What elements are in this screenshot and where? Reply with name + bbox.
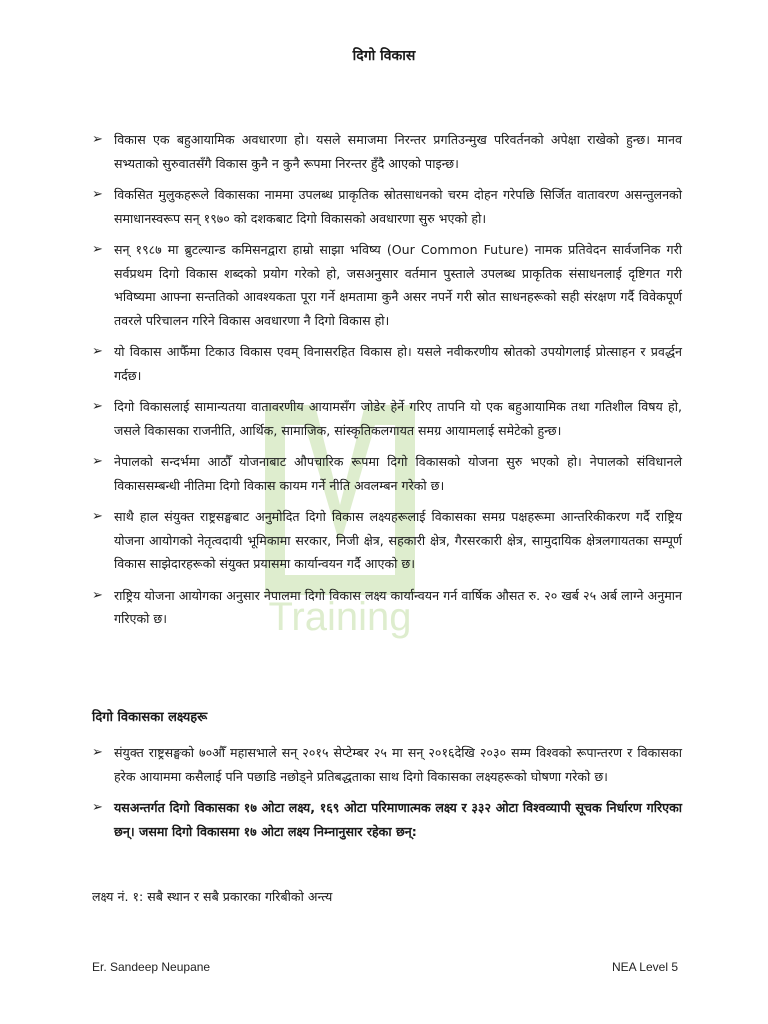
list-item-text: विकास एक बहुआयामिक अवधारणा हो। यसले समाजमा निरन्तर प्रगतिउन्मुख परिवर्तनको अपेक्षा राखेको हुन्छ। मानव सभ्यताको सुरुवातसँगै विकास कुनै न कुनै रूपमा निरन्तर हुँदै आएको पाइन्छ। [114, 132, 682, 171]
arrow-bullet-icon: ➢ [92, 242, 103, 257]
arrow-bullet-icon: ➢ [92, 745, 103, 760]
arrow-bullet-icon: ➢ [92, 454, 103, 469]
list-item-text: संयुक्त राष्ट्रसङ्घको ७०औँ महासभाले सन् २०१५ सेप्टेम्बर २५ मा सन् २०१६देखि २०३० सम्म विश्वको रूपान्तरण र विकासका हरेक आयाममा कसैलाई पनि पछाडि नछोड्ने प्रतिबद्धताका साथ दिगो विकासका लक्ष्यहरूको घोषणा गरेको छ। [114, 745, 682, 784]
list-item [92, 395, 682, 442]
page-title: दिगो विकास [352, 48, 416, 64]
footer-level: NEA Level 5 [611, 960, 678, 974]
arrow-bullet-icon: ➢ [92, 344, 103, 359]
list-item-text: राष्ट्रिय योजना आयोगका अनुसार नेपालमा दिगो विकास लक्ष्य कार्यान्वयन गर्न वार्षिक औसत रु. २० खर्ब २५ अर्ब लाग्ने अनुमान गरिएको छ। [114, 587, 682, 626]
goals-bullet-list [92, 741, 682, 851]
arrow-bullet-icon: ➢ [92, 800, 103, 815]
intro-bullet-list [92, 128, 682, 639]
list-item [92, 505, 682, 576]
watermark-text: Training [268, 595, 412, 639]
arrow-bullet-icon: ➢ [92, 587, 103, 603]
list-item [92, 340, 682, 387]
list-item-text: नेपालको सन्दर्भमा आठौँ योजनाबाट औपचारिक रूपमा दिगो विकासको योजना सुरु भएको हो। नेपालको संविधानले विकाससम्बन्धी नीतिमा दिगो विकास कायम गर्ने नीति अवलम्बन गरेको छ। [114, 454, 682, 493]
list-item [92, 183, 682, 230]
list-item-text: यसअन्तर्गत दिगो विकासका १७ ओटा लक्ष्य, १६९ ओटा परिमाणात्मक लक्ष्य र ३३२ ओटा विश्वव्यापी सूचक निर्धारण गरिएका छन्। जसमा दिगो विकासमा १७ ओटा लक्ष्य निम्नानुसार रहेका छन्: [114, 800, 682, 839]
list-item [92, 238, 682, 332]
list-item-text: यो विकास आफैँमा टिकाउ विकास एवम् विनासरहित विकास हो। यसले नवीकरणीय स्रोतको उपयोगलाई प्रोत्साहन र प्रवर्द्धन गर्दछ। [114, 344, 682, 383]
arrow-bullet-icon: ➢ [92, 509, 103, 524]
list-item-text: विकसित मुलुकहरूले विकासका नाममा उपलब्ध प्राकृतिक स्रोतसाधनको चरम दोहन गरेपछि सिर्जित वातावरण असन्तुलनको समाधानस्वरूप सन् १९७० को दशकबाट दिगो विकासको अवधारणा सुरु भएको हो। [114, 187, 682, 226]
list-item [92, 584, 682, 631]
list-item [92, 450, 682, 497]
arrow-bullet-icon: ➢ [92, 399, 103, 414]
arrow-bullet-icon: ➢ [92, 187, 103, 202]
section-heading: दिगो विकासका लक्ष्यहरू [92, 710, 208, 725]
list-item [92, 128, 682, 175]
list-item [92, 741, 682, 788]
list-item-text: सन् १९८७ मा ब्रुटल्यान्ड कमिसनद्वारा हाम्रो साझा भविष्य (Our Common Future) नामक प्रतिवेदन सार्वजनिक गरी सर्वप्रथम दिगो विकास शब्दको प्रयोग गरेको हो, जसअनुसार वर्तमान पुस्ताले उपलब्ध प्राकृतिक संसाधनलाई दृष्टिगत गरी भविष्यमा आफ्ना सन्ततिको आवश्यकता पूरा गर्ने क्षमतामा कुनै असर नपर्ने गरी स्रोत साधनहरूको सही संरक्षण गर्दै विवेकपूर्ण तवरले परिचालन गरिने विकास अवधारणा नै दिगो विकास हो। [114, 242, 682, 328]
list-item [92, 796, 682, 843]
arrow-bullet-icon: ➢ [92, 132, 103, 147]
footer-author: Er. Sandeep Neupane [92, 960, 211, 974]
goal-one-line: लक्ष्य नं. १: सबै स्थान र सबै प्रकारका गरिबीको अन्त्य [92, 889, 333, 904]
list-item-text: साथै हाल संयुक्त राष्ट्रसङ्घबाट अनुमोदित दिगो विकास लक्ष्यहरूलाई विकासका समग्र पक्षहरूमा आन्तरिकीकरण गर्दै राष्ट्रिय योजना आयोगको नेतृत्वदायी भूमिकामा सरकार, निजी क्षेत्र, सहकारी क्षेत्र, गैरसरकारी क्षेत्र, सामुदायिक क्षेत्रलगायतका सम्पूर्ण विकास साझेदारहरूको संयुक्त प्रयासमा कार्यान्वयन गर्दै आएको छ। [114, 509, 682, 571]
list-item-text: दिगो विकासलाई सामान्यतया वातावरणीय आयामसँग जोडेर हेर्ने गरिए तापनि यो एक बहुआयामिक तथा गतिशील विषय हो, जसले विकासका राजनीति, आर्थिक, सामाजिक, सांस्कृतिकलगायत समग्र आयामलाई समेटेको हुन्छ। [114, 399, 682, 438]
